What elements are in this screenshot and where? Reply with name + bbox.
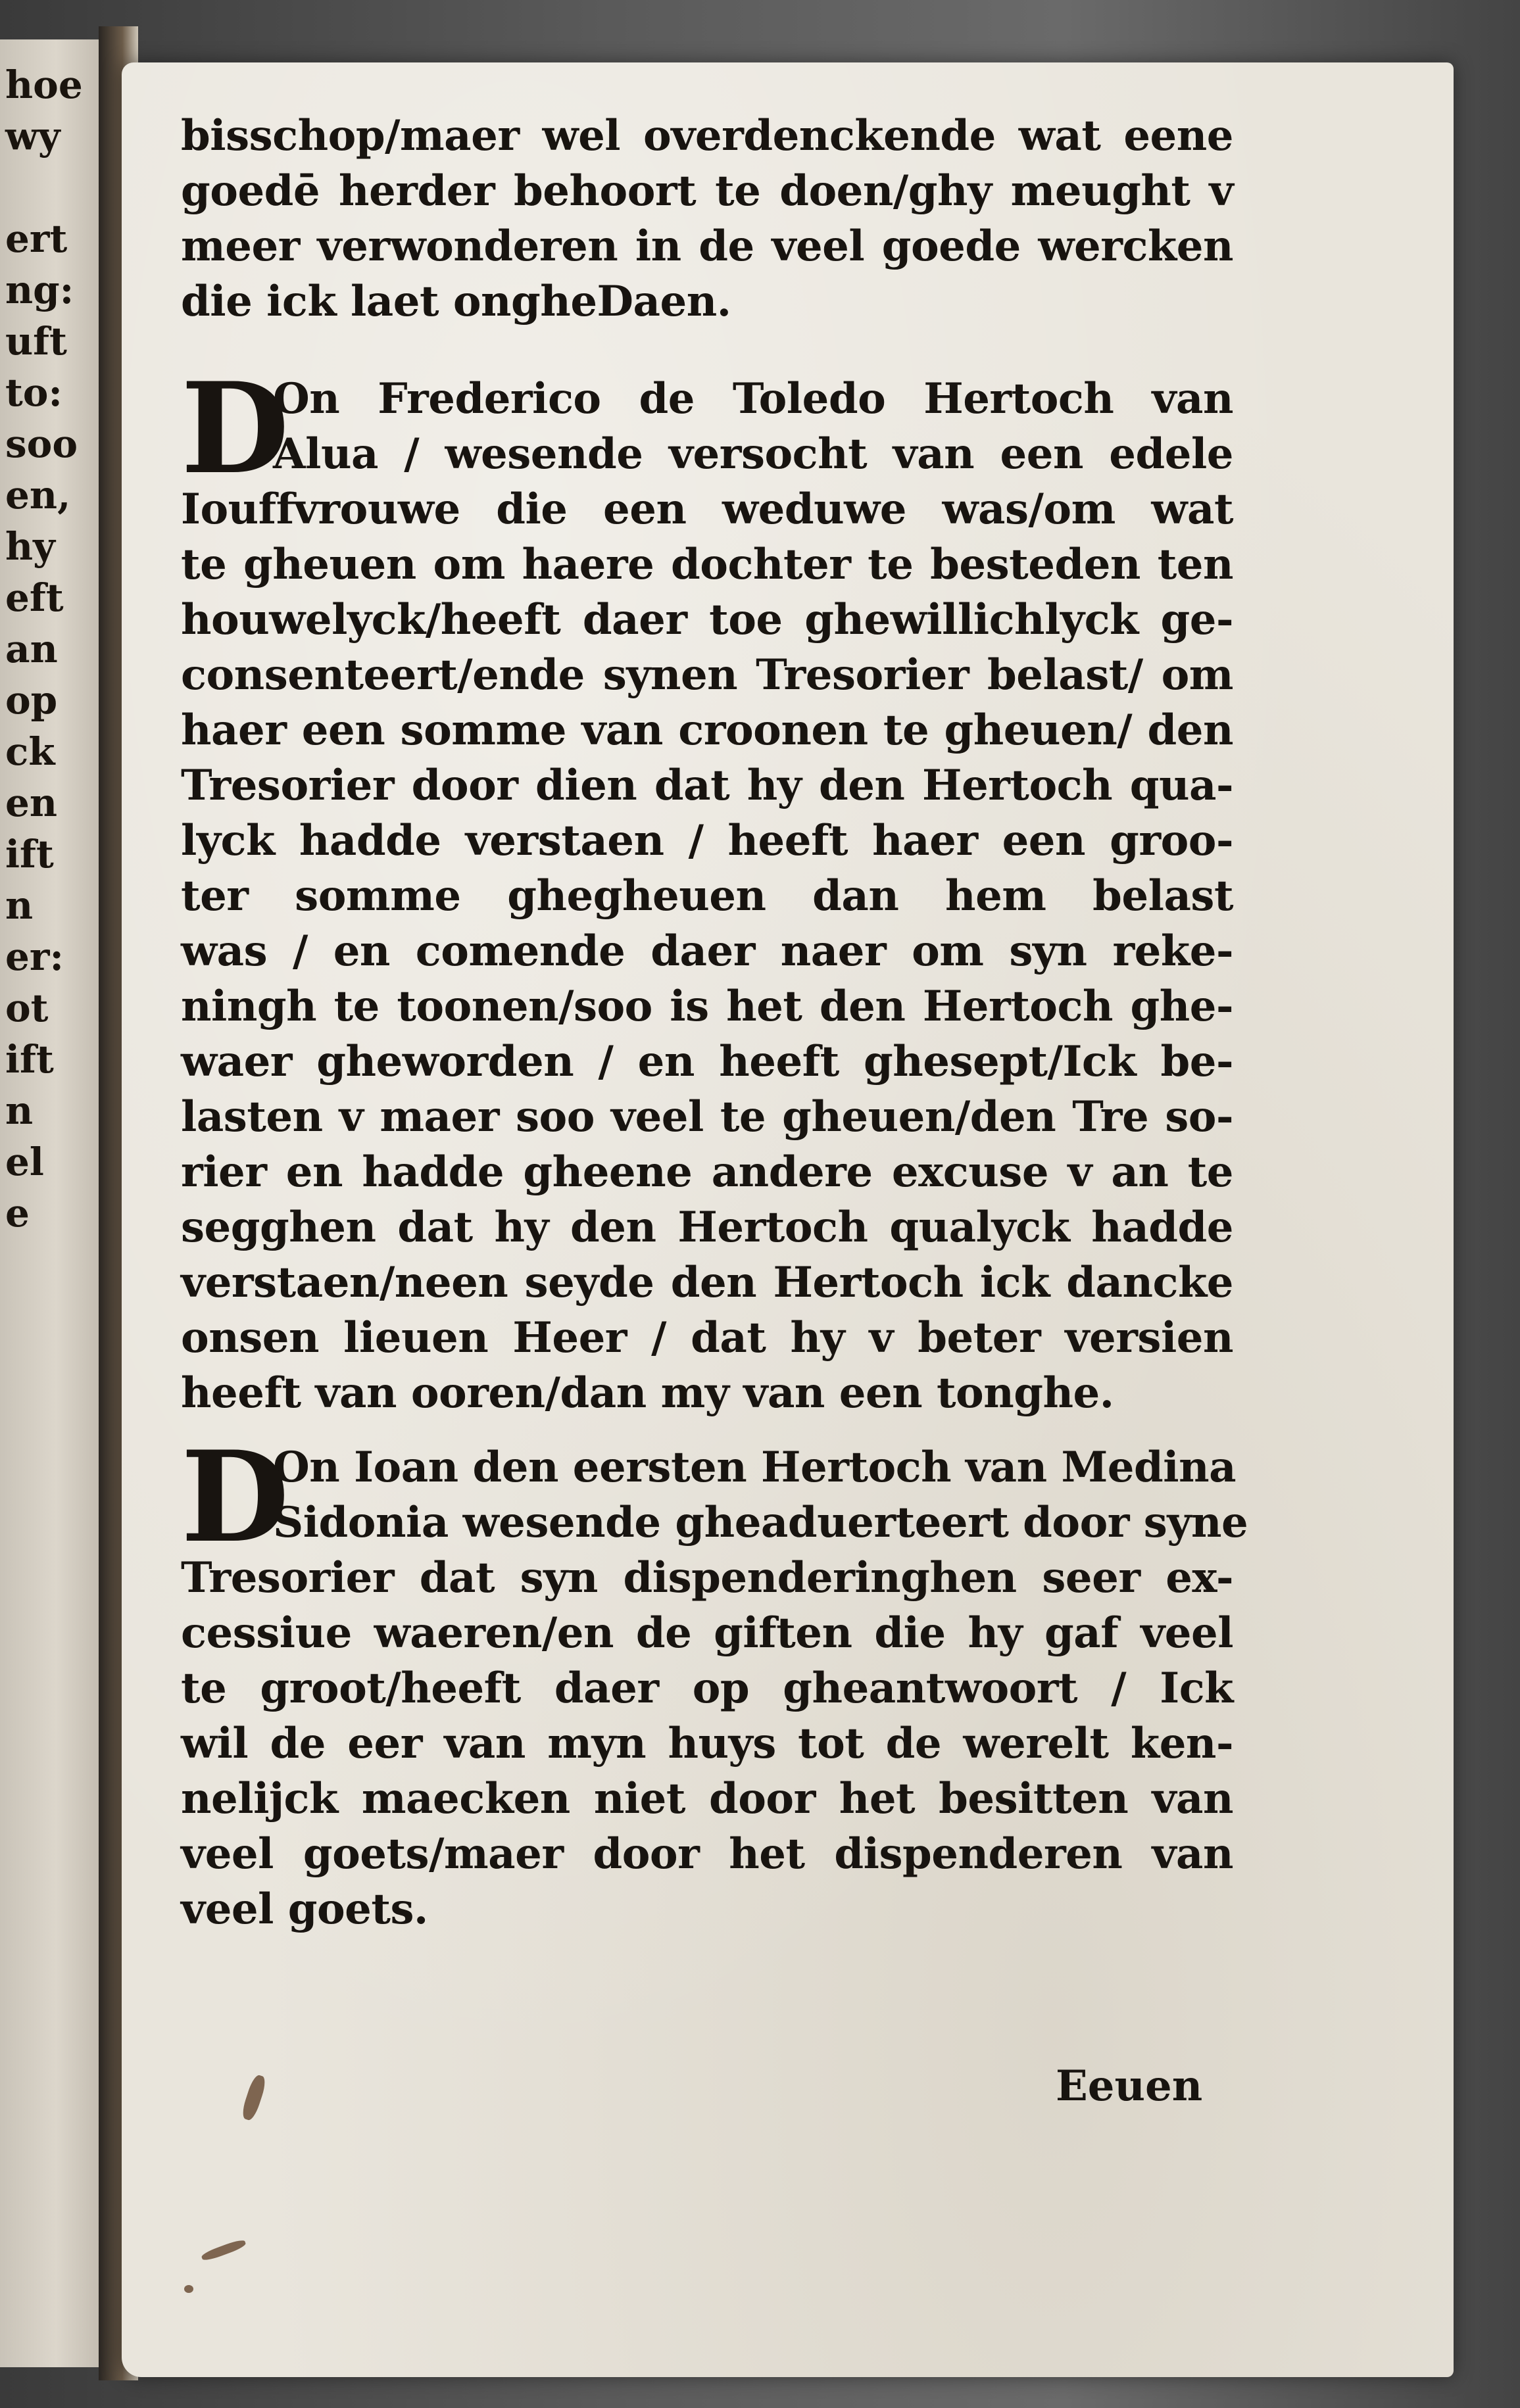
text-line: houwelyck/heeft daer toe ghewillichlyck ge- [181,595,1233,644]
text-line: veel goets. [181,1885,428,1934]
left-page-fragment: an [5,627,58,671]
ink-stain [201,2238,247,2262]
text-line: was / en comende daer naer om syn reke- [181,927,1233,976]
text-line: veel goets/maer door het dispenderen van [181,1829,1233,1879]
text-line: wil de eer van myn huys tot de werelt ken- [181,1719,1233,1768]
left-page-fragment: op [5,678,58,723]
text-line: te groot/heeft daer op gheantwoort / Ick [181,1664,1233,1713]
left-page-fragment: ot [5,986,49,1030]
left-page-fragment: er: [5,934,64,979]
left-page-fragment: ert [5,216,68,261]
left-page-fragment: ift [5,832,54,877]
ink-stain [240,2073,268,2121]
left-page-fragment: en, [5,473,71,518]
left-page-fragment: ck [5,729,55,774]
left-page-fragment: n [5,1088,34,1133]
paragraph-1 [181,108,1233,329]
text-line: meer verwonderen in de veel goede wercken [181,222,1233,271]
text-line: On Ioan den eersten Hertoch van Medina [273,1443,1237,1492]
left-page-fragment: hoe [5,62,83,107]
left-page-fragment: el [5,1140,44,1184]
text-line: haer een somme van croonen te gheuen/ den [181,706,1233,755]
left-page-fragment: eft [5,575,64,620]
text-line: te gheuen om haere dochter te besteden ten [181,540,1233,589]
left-page-fragment: ift [5,1037,54,1082]
text-line: Iouffvrouwe die een weduwe was/om wat [181,485,1233,534]
left-page-fragment: uft [5,319,67,364]
left-page-fragment: en [5,781,58,825]
text-line: ter somme ghegheuen dan hem belast [181,871,1233,921]
paragraph-2 [181,355,1233,1421]
text-line: bisschop/maer wel overdenckende wat eene [181,111,1233,160]
text-line: Tresorier dat syn dispenderinghen seer ex- [181,1553,1233,1602]
text-line: rier en hadde gheene andere excuse v an te [181,1147,1233,1197]
paragraph-3 [181,1424,1248,1937]
text-line: nelijck maecken niet door het besitten van [181,1774,1233,1823]
text-line: consenteert/ende synen Tresorier belast/ om [181,650,1233,700]
text-line: goedē herder behoort te doen/ghy meught v [181,166,1233,216]
text-line: ningh te toonen/soo is het den Hertoch ghe- [181,982,1233,1031]
left-page-fragment: wy [5,114,61,158]
text-line: waer gheworden / en heeft ghesept/Ick be- [181,1037,1233,1086]
left-page-fragment: hy [5,524,55,569]
left-page-fragment: e [5,1191,30,1236]
drop-cap: D [181,355,289,502]
book-page [122,62,1454,2377]
drop-cap: D [181,1424,289,1570]
text-line: onsen lieuen Heer / dat hy v beter versien [181,1313,1233,1362]
text-line: Sidonia wesende gheaduerteert door syne [273,1498,1248,1547]
text-line: verstaen/neen seyde den Hertoch ick dancke [181,1258,1233,1307]
left-page-fragment: soo [5,421,78,466]
ink-stain [184,2285,193,2293]
text-line: die ick laet ongheDaen. [181,277,731,326]
left-page-fragment: n [5,883,34,928]
left-page-fragment: ng: [5,268,74,312]
left-page-fragment: to: [5,370,62,415]
catchword: Eeuen [1056,2061,1203,2111]
text-line: cessiue waeren/en de giften die hy gaf veel [181,1608,1233,1658]
text-line: On Frederico de Toledo Hertoch van [273,374,1233,423]
text-line: lasten v maer soo veel te gheuen/den Tre so- [181,1092,1233,1142]
text-line: segghen dat hy den Hertoch qualyck hadde [181,1203,1233,1252]
text-line: Alua / wesende versocht van een edele [273,429,1233,479]
text-line: lyck hadde verstaen / heeft haer een groo- [181,816,1233,865]
text-line: Tresorier door dien dat hy den Hertoch qua- [181,761,1233,810]
text-line: heeft van ooren/dan my van een tonghe. [181,1368,1114,1418]
